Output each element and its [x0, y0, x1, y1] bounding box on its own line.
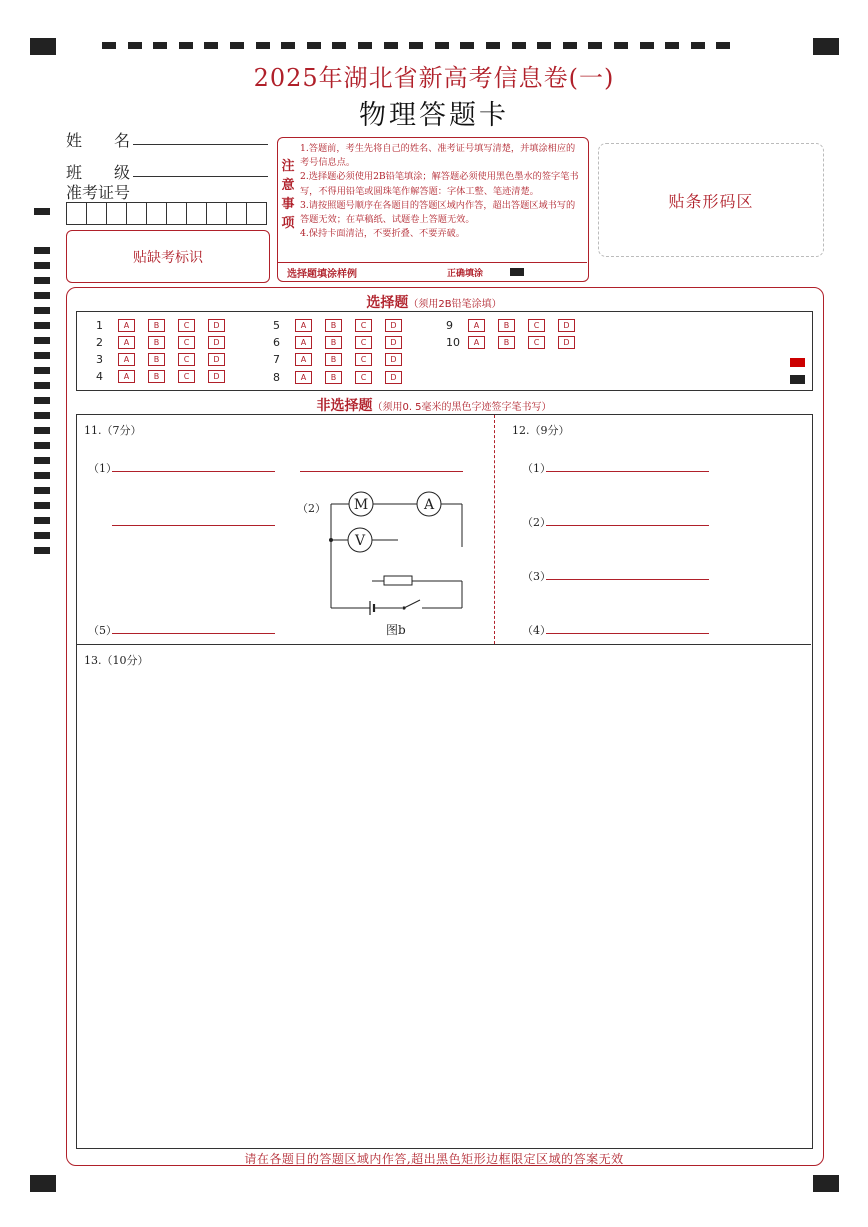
timing-mark [153, 42, 167, 49]
timing-mark [34, 442, 50, 449]
exam-no-box[interactable] [66, 202, 87, 225]
corner-mark-bottom-right [813, 1175, 839, 1192]
choice-option-bubble[interactable]: B [325, 353, 342, 366]
choice-option-bubble[interactable]: B [148, 370, 165, 383]
notice-text [300, 142, 584, 241]
timing-mark [230, 42, 244, 49]
timing-mark [614, 42, 628, 49]
exam-no-box[interactable] [166, 202, 187, 225]
timing-mark [34, 367, 50, 374]
alignment-mark-red [790, 358, 805, 367]
timing-mark [34, 487, 50, 494]
q11-sub5-label: （5） [88, 624, 117, 637]
notice-side-char: 意 [281, 178, 295, 193]
choice-option-bubble[interactable]: D [385, 336, 402, 349]
notice-side-char: 项 [281, 216, 295, 231]
timing-mark [34, 208, 50, 215]
choice-option-bubble[interactable]: C [178, 370, 195, 383]
name-label: 姓 名 [66, 131, 131, 150]
exam-no-box[interactable] [246, 202, 267, 225]
footer-warning: 请在各题目的答题区域内作答,超出黑色矩形边框限定区域的答案无效 [244, 1152, 624, 1166]
choice-option-bubble[interactable]: A [118, 336, 135, 349]
choice-option-bubble[interactable]: C [178, 336, 195, 349]
nonchoice-title: 非选择题 [316, 398, 373, 414]
q12-sub-label: （1） [522, 462, 551, 475]
notice-side-label [279, 157, 297, 233]
choice-option-bubble[interactable]: C [355, 336, 372, 349]
q12-sub-line[interactable] [546, 525, 709, 526]
choice-question-number: 10 [446, 336, 460, 349]
q12-sub-label: （4） [522, 624, 551, 637]
timing-mark [486, 42, 500, 49]
timing-mark [102, 42, 116, 49]
timing-mark [34, 457, 50, 464]
timing-mark [34, 247, 50, 254]
choice-option-bubble[interactable]: B [148, 353, 165, 366]
q11-sub5-line[interactable] [112, 633, 275, 634]
timing-mark [34, 547, 50, 554]
timing-mark [332, 42, 346, 49]
nonchoice-hint: （须用0. 5毫米的黑色字迹签字笔书写） [372, 402, 552, 413]
choice-option-bubble[interactable]: C [355, 371, 372, 384]
q13-label: 13.（10分） [84, 654, 149, 667]
notice-side-char: 注 [281, 159, 295, 174]
choice-option-bubble[interactable]: A [295, 353, 312, 366]
timing-mark [435, 42, 449, 49]
exam-no-box[interactable] [186, 202, 207, 225]
exam-no-box[interactable] [206, 202, 227, 225]
motor-letter: M [353, 497, 369, 513]
choice-question-number: 6 [273, 336, 280, 349]
choice-question-row [96, 370, 238, 383]
choice-option-bubble[interactable]: B [325, 336, 342, 349]
choice-question-number: 7 [273, 353, 280, 366]
choice-question-row [273, 319, 415, 332]
q12-label: 12.（9分） [512, 424, 570, 437]
timing-mark [460, 42, 474, 49]
nonchoice-section-title [0, 395, 868, 415]
timing-mark [34, 352, 50, 359]
choice-option-bubble[interactable]: D [558, 319, 575, 332]
timing-mark [409, 42, 423, 49]
timing-mark [179, 42, 193, 49]
choice-option-bubble[interactable]: A [468, 319, 485, 332]
barcode-label: 贴条形码区 [668, 192, 754, 211]
choice-question-number: 5 [273, 319, 280, 332]
circuit-diagram [320, 485, 475, 625]
choice-question-number: 1 [96, 319, 103, 332]
timing-mark [640, 42, 654, 49]
q12-sub-line[interactable] [546, 579, 709, 580]
resistor-symbol [384, 576, 412, 585]
timing-mark [34, 517, 50, 524]
barcode-area [598, 143, 824, 257]
choice-option-bubble[interactable]: B [498, 336, 515, 349]
q12-sub-line[interactable] [546, 471, 709, 472]
corner-mark-bottom-left [30, 1175, 56, 1192]
choice-question-number: 4 [96, 370, 103, 383]
choice-question-row [273, 371, 415, 384]
exam-no-box[interactable] [146, 202, 167, 225]
timing-mark [691, 42, 705, 49]
exam-no-box[interactable] [126, 202, 147, 225]
timing-mark [716, 42, 730, 49]
choice-question-row [96, 336, 238, 349]
corner-mark-top-left [30, 38, 56, 55]
timing-mark [34, 322, 50, 329]
circuit-junction [329, 538, 333, 542]
absent-label: 贴缺考标识 [133, 250, 203, 266]
choice-option-bubble[interactable]: B [325, 371, 342, 384]
notice-item: 2.选择题必须使用2B铅笔填涂；解答题必须使用黑色墨水的签字笔书写，不得用铅笔或圆珠笔作解答题：字体工整、笔迹清楚。 [300, 171, 579, 197]
timing-mark [537, 42, 551, 49]
choice-question-row [446, 336, 588, 349]
class-field[interactable] [133, 176, 268, 177]
timing-mark [34, 532, 50, 539]
notice-item: 1.答题前，考生先将自己的姓名、准考证号填写清楚，并填涂相应的考号信息点。 [300, 143, 576, 169]
choice-question-number: 9 [446, 319, 453, 332]
exam-no-boxes[interactable] [66, 202, 266, 225]
choice-option-bubble[interactable]: C [528, 336, 545, 349]
choice-question-number: 8 [273, 371, 280, 384]
timing-mark [34, 472, 50, 479]
choice-option-bubble[interactable]: D [385, 353, 402, 366]
q13-answer-area[interactable] [78, 672, 808, 1142]
choice-option-bubble[interactable]: D [558, 336, 575, 349]
timing-mark [34, 502, 50, 509]
q11-label: 11.（7分） [84, 424, 142, 437]
timing-mark [34, 382, 50, 389]
choice-question-row [273, 336, 415, 349]
choice-question-row [273, 353, 415, 366]
timing-mark [665, 42, 679, 49]
fill-sample-row [277, 262, 587, 281]
sample-label: 选择题填涂样例 [287, 269, 357, 280]
choice-question-number: 2 [96, 336, 103, 349]
timing-mark [281, 42, 295, 49]
choice-question-number: 3 [96, 353, 103, 366]
alignment-mark-black [790, 375, 805, 384]
choice-hint: （须用2B铅笔涂填） [408, 299, 502, 310]
choice-option-bubble[interactable]: A [118, 319, 135, 332]
corner-mark-top-right [813, 38, 839, 55]
choice-question-row [96, 319, 238, 332]
q11-sub1-line-b[interactable] [300, 471, 463, 472]
timing-mark [34, 262, 50, 269]
choice-option-bubble[interactable]: C [355, 319, 372, 332]
choice-option-bubble[interactable]: D [208, 336, 225, 349]
exam-no-box[interactable] [106, 202, 127, 225]
correct-fill-mark [510, 268, 524, 276]
choice-option-bubble[interactable]: B [148, 336, 165, 349]
choice-option-bubble[interactable]: C [178, 319, 195, 332]
voltmeter-letter: V [354, 533, 366, 549]
exam-no-box[interactable] [86, 202, 107, 225]
absent-sticker-area [66, 230, 270, 283]
choice-option-bubble[interactable]: A [118, 370, 135, 383]
switch-lever [404, 600, 420, 608]
q12-sub-line[interactable] [546, 633, 709, 634]
choice-option-bubble[interactable]: C [528, 319, 545, 332]
exam-no-box[interactable] [226, 202, 247, 225]
figure-caption: 图b [386, 623, 406, 637]
timing-mark [588, 42, 602, 49]
timing-mark [307, 42, 321, 49]
choice-option-bubble[interactable]: B [148, 319, 165, 332]
q11-sub1-line-c[interactable] [112, 525, 275, 526]
q12-sub-label: （2） [522, 516, 551, 529]
page-title: 2025年湖北省新高考信息卷(一) [253, 64, 615, 92]
choice-question-row [446, 319, 588, 332]
choice-option-bubble[interactable]: C [178, 353, 195, 366]
page-subtitle: 物理答题卡 [359, 100, 509, 131]
timing-mark [358, 42, 372, 49]
timing-mark [34, 337, 50, 344]
class-label: 班 级 [66, 163, 131, 182]
notice-item: 4.保持卡面清洁，不要折叠、不要弄破。 [300, 228, 465, 240]
choice-title: 选择题 [366, 295, 409, 311]
timing-mark [256, 42, 270, 49]
choice-option-bubble[interactable]: D [208, 319, 225, 332]
choice-option-bubble[interactable]: D [385, 319, 402, 332]
timing-mark [563, 42, 577, 49]
timing-mark [512, 42, 526, 49]
choice-option-bubble[interactable]: B [325, 319, 342, 332]
choice-option-bubble[interactable]: B [498, 319, 515, 332]
choice-option-bubble[interactable]: A [295, 319, 312, 332]
correct-fill-label: 正确填涂 [447, 269, 484, 279]
choice-option-bubble[interactable]: C [355, 353, 372, 366]
name-field[interactable] [133, 144, 268, 145]
q13-divider [77, 644, 811, 645]
choice-option-bubble[interactable]: A [468, 336, 485, 349]
q12-sub-label: （3） [522, 570, 551, 583]
timing-mark [128, 42, 142, 49]
q11-sub1-line-a[interactable] [112, 471, 275, 472]
timing-mark [204, 42, 218, 49]
choice-option-bubble[interactable]: A [295, 371, 312, 384]
notice-side-char: 事 [281, 197, 295, 212]
choice-question-row [96, 353, 238, 366]
timing-mark [384, 42, 398, 49]
choice-option-bubble[interactable]: A [118, 353, 135, 366]
q11-sub2-label: （2） [297, 502, 326, 515]
choice-option-bubble[interactable]: A [295, 336, 312, 349]
choice-section-title [0, 292, 868, 312]
exam-no-label: 准考证号 [66, 183, 131, 202]
q11-sub1-label: （1） [88, 462, 117, 475]
timing-mark [34, 277, 50, 284]
ammeter-letter: A [423, 497, 435, 513]
choice-option-bubble[interactable]: D [208, 353, 225, 366]
switch-contact [402, 606, 405, 609]
notice-item: 3.请按照题号顺序在各题目的答题区域内作答，超出答题区域书写的答题无效；在草稿纸、试题卷上答题无效。 [300, 199, 576, 226]
choice-option-bubble[interactable]: D [208, 370, 225, 383]
choice-option-bubble[interactable]: D [385, 371, 402, 384]
q11-q12-divider [494, 415, 495, 644]
timing-mark [34, 427, 50, 434]
